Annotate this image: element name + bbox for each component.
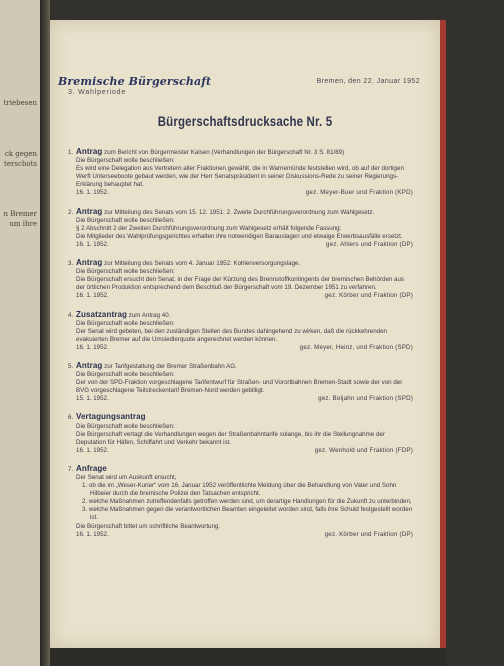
document-body xyxy=(68,148,413,549)
section-signature: gez. Ahlers und Fraktion (DP) xyxy=(326,240,413,248)
section-signature: gez. Körber und Fraktion (DP) xyxy=(324,292,413,300)
section-line: Die Bürgerschaft wolle beschließen: xyxy=(76,216,175,224)
section-date: 16. 1. 1952. xyxy=(76,446,109,454)
section-line: Die Bürgerschaft bittet um schriftliche Beantwortung. xyxy=(76,522,221,530)
section-3 xyxy=(68,259,413,300)
section-number: 3. xyxy=(68,260,74,268)
section-date: 16. 1. 1952. xyxy=(76,530,109,538)
section-heading: zum Bericht von Bürgermeister Kaisen (Verhandlungen der Bürgerschaft Nr. 3 S. 81/89) xyxy=(104,149,345,156)
document-title: Bürgerschaftsdrucksache Nr. 5 xyxy=(157,114,333,129)
section-label: Antrag xyxy=(76,258,103,268)
section-signature: gez. Meyer-Buer und Fraktion (KPD) xyxy=(305,189,413,197)
section-label: Antrag xyxy=(76,147,103,156)
section-signature: gez. Körber und Fraktion (DP) xyxy=(324,530,413,538)
document-page xyxy=(50,20,440,648)
page-edge-red xyxy=(440,20,446,648)
previous-page-edge xyxy=(0,0,40,666)
section-number: 7. xyxy=(68,465,74,473)
letterhead-brand: Bremische Bürgerschaft xyxy=(58,75,212,88)
section-heading: zur Mitteilung des Senats vom 15. 12. 1951: 2. Zweite Durchführungsverordnung zum Wahlgesetz. xyxy=(104,208,375,216)
section-1 xyxy=(68,148,413,198)
section-number: 5. xyxy=(68,362,74,370)
section-label: Anfrage xyxy=(76,463,107,473)
section-number: 2. xyxy=(68,208,74,216)
letterhead xyxy=(58,75,211,96)
section-date: 16. 1. 1952. xyxy=(76,240,109,248)
book-gutter xyxy=(40,0,50,666)
section-7 xyxy=(68,465,413,539)
list-item: 3. welche Maßnahmen gegen die verantwortlichen Beamten eingeleitet worden sind, falls ihre Schuld festgestellt worden ist. xyxy=(82,506,413,522)
section-line: Die Bürgerschaft wolle beschließen: xyxy=(76,157,175,165)
list-item: 2. welche Maßnahmen zutreffendenfalls getroffen werden sind, um derartige Handlungen für die Zukunft zu unterbinden, xyxy=(82,498,412,506)
section-line: Die Bürgerschaft wolle beschließen: xyxy=(76,268,175,276)
prev-page-fragment: triebesen xyxy=(3,99,37,107)
section-line: Der Senat wird gebeten, bei den zuständigen Stellen des Bundes dahingehend zu wirken, daß die rückkehrenden evakuierten Bremer auf die Umsiedlerquote angerechnet werden können. xyxy=(76,327,387,343)
letterhead-period: 3. Wahlperiode xyxy=(68,89,127,96)
prev-page-fragment: terschots xyxy=(4,160,37,168)
section-line: § 2 Abschnitt 2 der Zweiten Durchführungsverordnung zum Wahlgesetz erhält folgende Fassung: xyxy=(76,224,342,232)
section-number: 1. xyxy=(68,149,74,156)
section-label: Zusatzantrag xyxy=(76,309,127,319)
section-line: Es wird eine Delegation aus Vertretern aller Fraktionen gewählt, die in Warnemünde feststellen wird, ob auf der dortigen Werft Unterseeboote gebaut werden, wie der Herr Senatspräsident in seiner Diskussions-Rede zu seiner Regierungs-Erklärung behauptet hat. xyxy=(76,165,404,189)
section-5 xyxy=(68,362,413,403)
document-date: Bremen, den 22. Januar 1952 xyxy=(316,78,420,85)
section-label: Antrag xyxy=(76,360,103,370)
section-line: Der von der SPD-Fraktion vorgeschlagene Tarifentwurf für Straßen- und Vorortbahnen Bremen-Stadt sowie der von der BVG vorgeschlagene Teilstreckentarif Bremen-Nord werden gebilligt. xyxy=(76,379,403,395)
section-heading: zur Tarifgestaltung der Bremer Straßenbahn AG. xyxy=(104,362,237,370)
section-signature: gez. Meyer, Heinz, und Fraktion (SPD) xyxy=(299,343,413,351)
prev-page-fragment: um ihre xyxy=(9,220,37,228)
prev-page-fragment: n Bremer xyxy=(3,210,37,218)
section-signature: gez. Wenhold und Fraktion (FDP) xyxy=(314,446,413,454)
section-label: Vertagungsantrag xyxy=(76,412,146,422)
list-item: 1. ob die im „Weser-Kurier“ vom 16. Januar 1952 veröffentlichte Meldung über die Behandlung von Vater und Sohn Hilbeier durch die bremische Polizei den Tatsachen entspricht. xyxy=(82,482,397,498)
section-line: Die Bürgerschaft wolle beschließen: xyxy=(76,422,175,430)
section-signature: gez. Boljahn und Fraktion (SPD) xyxy=(318,395,413,403)
background-right xyxy=(446,0,504,666)
section-label: Antrag xyxy=(76,206,103,216)
section-date: 15. 1. 1952. xyxy=(76,395,109,403)
section-heading: zum Antrag 40. xyxy=(128,311,171,319)
section-line: Die Bürgerschaft wolle beschließen: xyxy=(76,371,175,379)
prev-page-fragment: ck gegen xyxy=(4,150,37,158)
section-date: 16. 1. 1952. xyxy=(76,189,109,197)
section-2 xyxy=(68,208,413,249)
section-line: Die Bürgerschaft ersucht den Senat, in der Frage der Kürzung des Brennstoffkontingents der bremischen Behörden aus der örtlichen Produktion entsprechend dem Beschluß der Bürgerschaft vom 19. Dezember 1951 zu verfahren. xyxy=(76,276,405,292)
section-line: Die Bürgerschaft wolle beschließen: xyxy=(76,319,175,327)
background-top xyxy=(50,0,446,20)
section-date: 16. 1. 1952. xyxy=(76,343,109,351)
background-bottom xyxy=(50,648,446,666)
section-number: 4. xyxy=(68,311,74,319)
section-line: Der Senat wird um Auskunft ersucht, xyxy=(76,474,177,481)
section-6 xyxy=(68,413,413,454)
section-4 xyxy=(68,311,413,352)
section-line: Die Mitglieder des Wahlprüfungsgerichtes erhalten ihre notwendigen Barauslagen und etwaige Erwerbsausfälle ersetzt. xyxy=(76,232,403,240)
section-heading: zur Mitteilung des Senats vom 4. Januar 1952: Kohlenversorgungslage. xyxy=(104,260,301,268)
section-number: 6. xyxy=(68,414,74,422)
section-date: 16. 1. 1952. xyxy=(76,292,109,300)
section-line: Die Bürgerschaft vertagt die Verhandlungen wegen der Straßenbahntarife solange, bis ihr die Stellungnahme der Deputation für Häfen, Schiffahrt und Verkehr bekannt ist. xyxy=(76,430,385,446)
